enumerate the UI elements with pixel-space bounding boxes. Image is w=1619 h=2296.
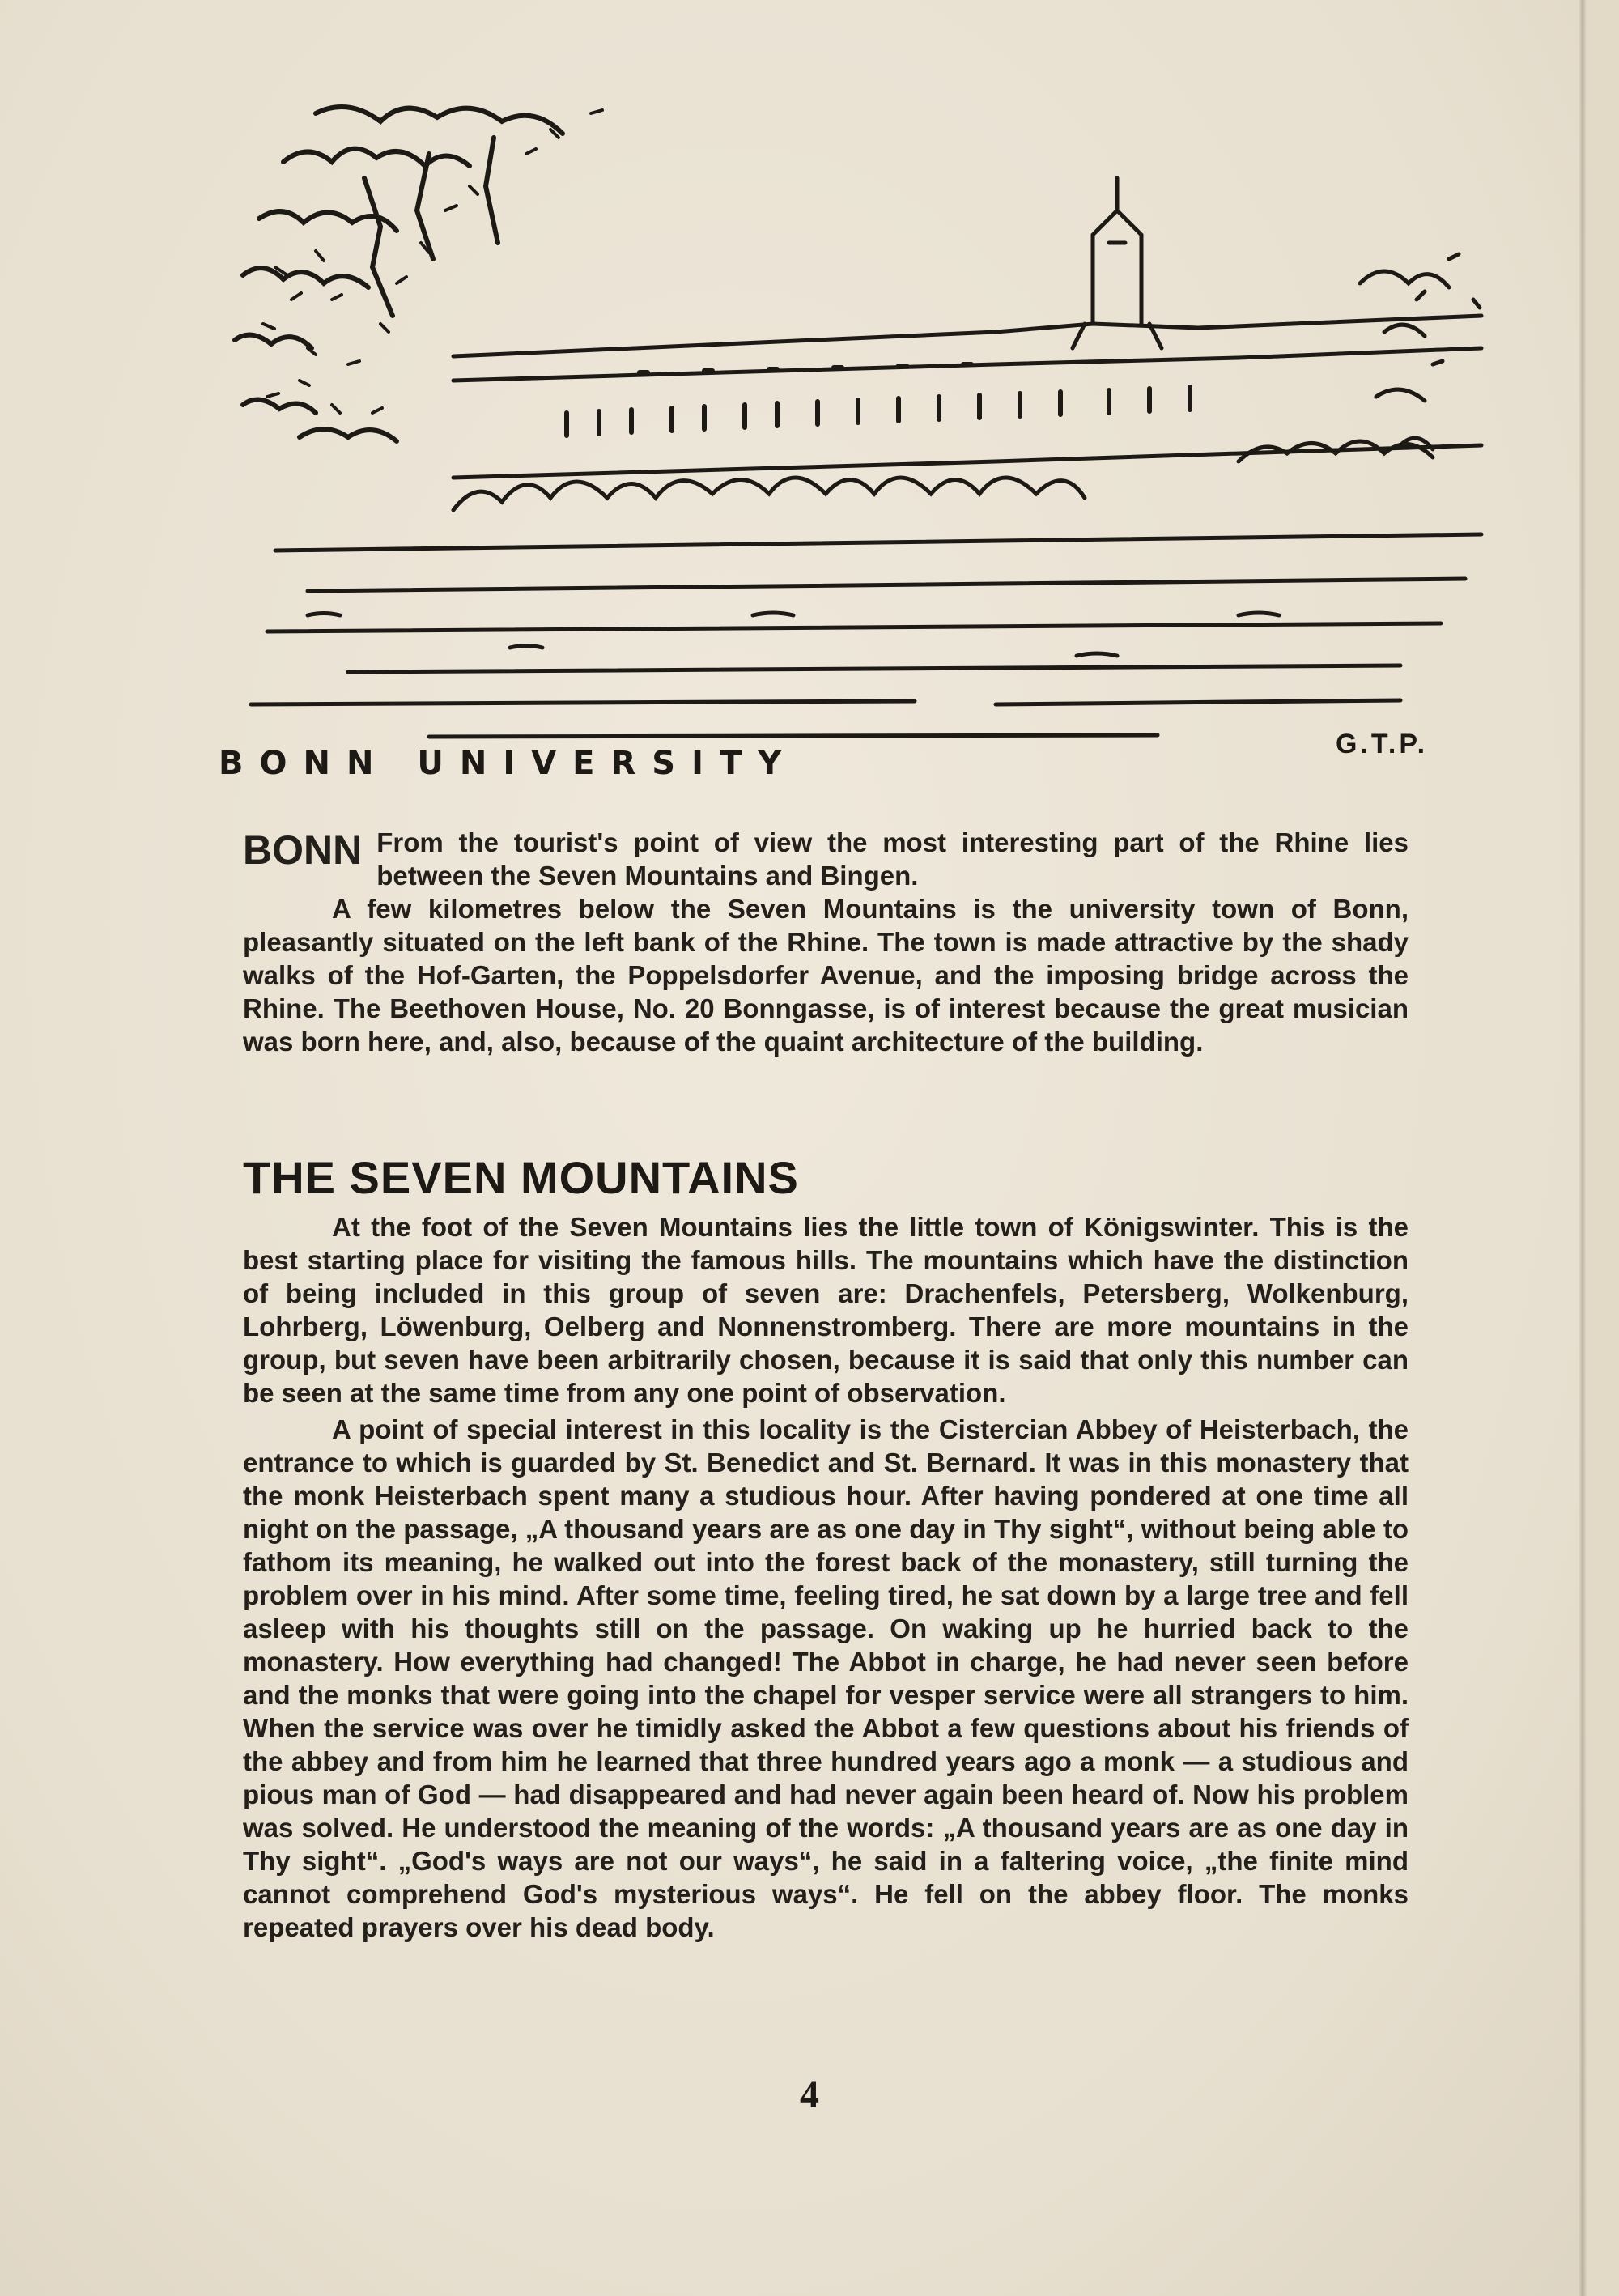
river-water (251, 534, 1481, 737)
bonn-section (243, 826, 1409, 1058)
building-base (453, 445, 1481, 478)
bonn-intro: From the tourist's point of view the most interesting part of the Rhine lies between the Seven Mountains and Bingen. (376, 827, 1409, 891)
tree-leaves (263, 110, 602, 413)
building-roof (453, 316, 1481, 356)
seven-mountains-section (243, 1210, 1409, 1947)
seven-mountains-heading: THE SEVEN MOUNTAINS (243, 1152, 799, 1203)
seven-mountains-paragraph-2: A point of special interest in this locality is the Cistercian Abbey of Heisterbach, the entrance to which is guarded by St. Benedict and St. Bernard. It was in this monastery that the monk Heisterbach spent many a studious hour. After having pondered at one time all night on the passage, „A thousand years are as one day in Thy sight“, without being able to fathom its meaning, he walked out into the forest back of the monastery, still turning the problem over in his mind. After some time, feeling tired, he sat down by a large tree and fell asleep with his thoughts still on the passage. On waking up he hurried back to the monastery. How everything had changed! The Abbot in charge, he had never seen before and the monks that were going into the chapel for vesper service were all strangers to him. When the service was over he timidly asked the Abbot a few questions about his friends of the abbey and from him he learned that three hundred years ago a monk — a studious and pious man of God — had disappeared and had never again been heard of. Now his problem was solved. He understood the meaning of the words: „A thousand years are as one day in Thy sight“. „God's ways are not our ways“, he said in a faltering voice, „the finite mind cannot comprehend God's mysterious ways“. He fell on the abbey floor. The monks repeated prayers over his dead body. (243, 1414, 1409, 1942)
seven-mountains-paragraph-1: At the foot of the Seven Mountains lies the little town of Königswinter. This is the best starting place for visiting the famous hills. The mountains which have the distinction of being included in this group of seven are: Drachenfels, Petersberg, Wolkenburg, Lohrberg, Löwenburg, Oelberg and Nonnenstromberg. There are more mountains in the group, but seven have been arbitrarily chosen, because it is said that only this number can be seen at the same time from any one point of observation. (243, 1212, 1409, 1408)
bonn-paragraph: A few kilometres below the Seven Mountains is the university town of Bonn, pleasantly situated on the left bank of the Rhine. The town is made attractive by the shady walks of the Hof-Garten, the Poppelsdorfer Avenue, and the imposing bridge across the Rhine. The Beethoven House, No. 20 Bonngasse, is of interest because the great musician was born here, and, also, because of the quaint architecture of the building. (243, 894, 1409, 1057)
bonn-heading: BONN (243, 827, 363, 873)
page-fold (1579, 0, 1587, 2296)
artist-signature: G.T.P. (1336, 729, 1429, 759)
page-edge (1587, 0, 1619, 2296)
illustration-caption: BONN UNIVERSITY (219, 745, 798, 782)
page-number: 4 (800, 2073, 819, 2116)
bonn-university-illustration (186, 57, 1498, 785)
shrubs (453, 441, 1433, 510)
tower (1073, 178, 1162, 348)
